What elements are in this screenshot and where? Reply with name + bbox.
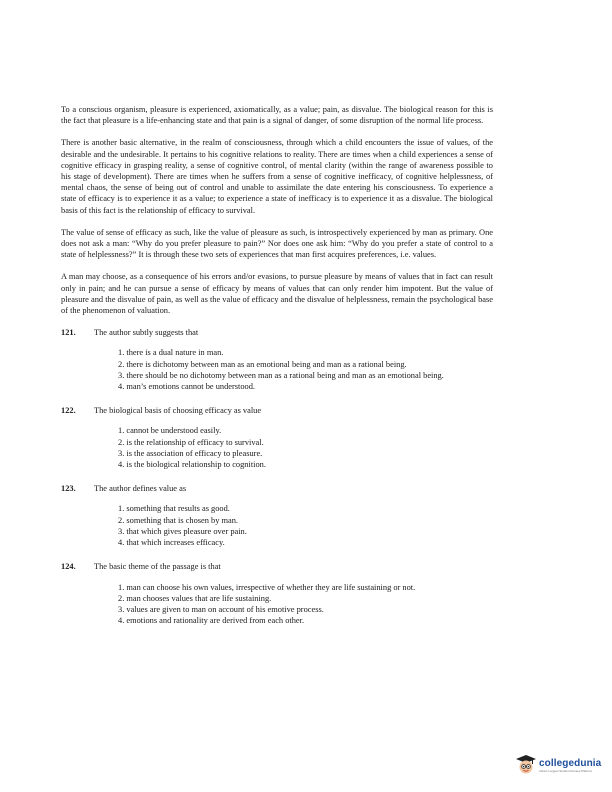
answer-option: 4. is the biological relationship to cognition.: [118, 460, 266, 470]
answer-options: [118, 503, 493, 548]
answer-option: 2. there is dichotomy between man as an emotional being and man as a rational being.: [118, 359, 407, 369]
question-124: [61, 561, 493, 626]
answer-option: 2. something that is chosen by man.: [118, 515, 239, 525]
question-text: The author defines value as: [94, 484, 187, 494]
brand-name: collegedunia: [539, 757, 602, 769]
question-122: [61, 405, 493, 470]
passage-paragraph-4: A man may choose, as a consequence of his errors and/or evasions, to pursue pleasure by means of values that in fact can result only in pain; and he can pursue a sense of efficacy by means of values that can only render him impotent. But the value of pleasure and the disvalue of pain, as well as the value of efficacy and the disvalue of helplessness, remain the psychological base of the phenomenon of valuation.: [61, 272, 493, 316]
answer-option: 1. cannot be understood easily.: [118, 426, 222, 436]
answer-option: 4. that which increases efficacy.: [118, 538, 225, 548]
answer-options: [118, 582, 493, 627]
answer-option: 4. man’s emotions cannot be understood.: [118, 382, 256, 392]
answer-option: 2. is the relationship of efficacy to survival.: [118, 437, 264, 447]
passage-paragraph-3: The value of sense of efficacy as such, like the value of pleasure as such, is introspectively experienced by man as primary. One does not ask a man: “Why do you prefer pleasure to pain?” Nor does one ask him: “Why do you prefer a state of control to a state of helplessness?” It is through these two sets of experiences that man first acquires preferences, i.e. values.: [61, 227, 493, 260]
question-number: 122.: [61, 406, 76, 416]
answer-options: [118, 347, 493, 392]
answer-option: 1. there is a dual nature in man.: [118, 348, 224, 358]
graduate-mascot-icon: [515, 754, 537, 776]
answer-option: 2. man chooses values that are life sustaining.: [118, 593, 272, 603]
question-121: [61, 327, 493, 392]
answer-option: 4. emotions and rationality are derived from each other.: [118, 616, 305, 626]
question-text: The author subtly suggests that: [94, 328, 199, 338]
question-number: 121.: [61, 328, 76, 338]
passage-paragraph-1: To a conscious organism, pleasure is experienced, axiomatically, as a value; pain, as disvalue. The biological reason for this is the fact that pleasure is a life-enhancing state and that pain is a signal of danger, of some disruption of the normal life process.: [61, 105, 493, 126]
answer-option: 1. something that results as good.: [118, 504, 230, 514]
answer-option: 3. that which gives pleasure over pain.: [118, 526, 247, 536]
question-number: 124.: [61, 562, 76, 572]
answer-option: 3. is the association of efficacy to pleasure.: [118, 448, 263, 458]
page-content: [61, 104, 493, 639]
question-123: [61, 483, 493, 548]
question-text: The biological basis of choosing efficacy as value: [94, 406, 262, 416]
question-text: The basic theme of the passage is that: [94, 562, 221, 572]
answer-options: [118, 425, 493, 470]
answer-option: 3. there should be no dichotomy between man as a rational being and man as an emotional being.: [118, 370, 444, 380]
collegedunia-logo: [515, 748, 605, 782]
question-number: 123.: [61, 484, 76, 494]
answer-option: 1. man can choose his own values, irrespective of whether they are life sustaining or not.: [118, 582, 416, 592]
answer-option: 3. values are given to man on account of his emotive process.: [118, 604, 324, 614]
passage-paragraph-2: There is another basic alternative, in the realm of consciousness, through which a child encounters the issue of values, of the desirable and the undesirable. It pertains to his cognitive relations to reality. There are times when a child experiences a sense of cognitive efficacy in grasping reality, a sense of cognitive control, of mental clarity (within the range of awareness possible to his stage of development). There are times when he suffers from a sense of cognitive inefficacy, of cognitive helplessness, of mental chaos, the sense of being out of control and unable to assimilate the date entering his consciousness. To experience a state of efficacy is to experience it as a value; to experience a state of inefficacy is to experience it as a disvalue. The biological basis of this fact is the relationship of efficacy to survival.: [61, 138, 493, 215]
brand-tagline: India's Largest Student Review Platform: [539, 768, 593, 773]
